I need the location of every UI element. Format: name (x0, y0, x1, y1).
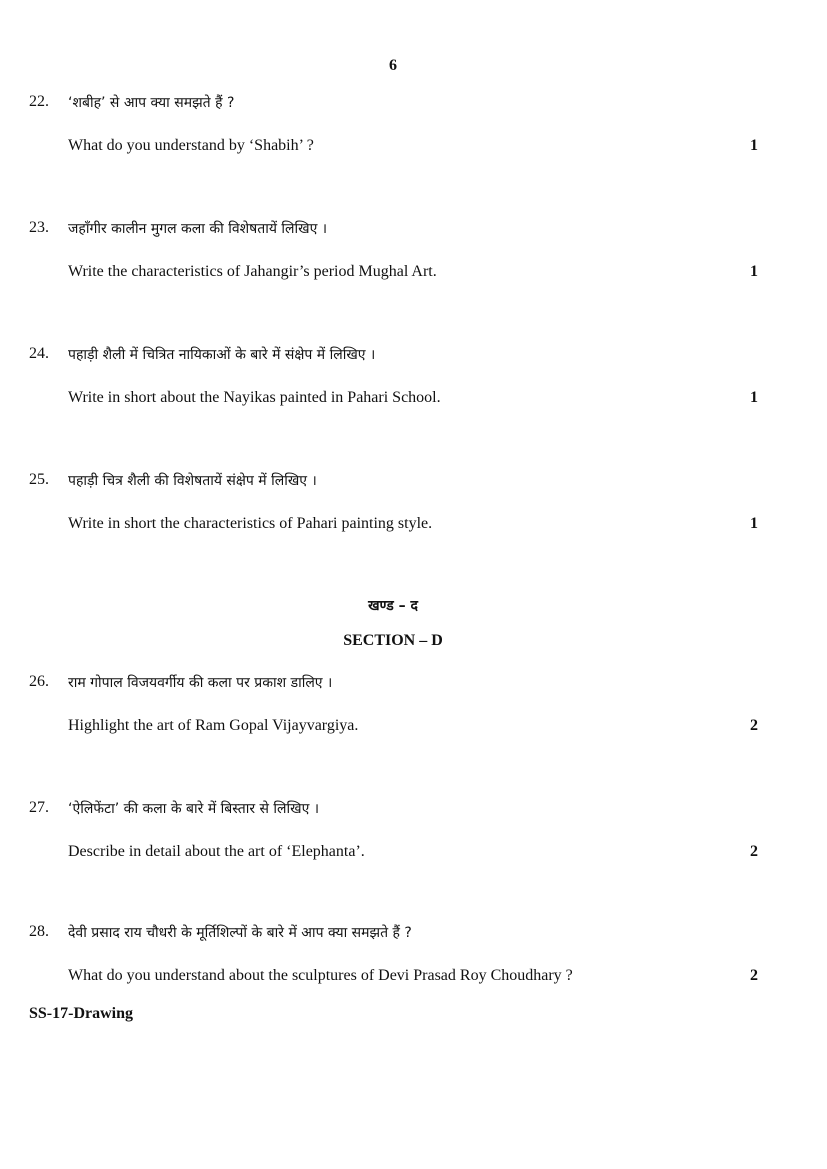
question-text-hindi: पहाड़ी चित्र शैली की विशेषतायें संक्षेप में लिखिए । (68, 473, 317, 489)
question-text-hindi: देवी प्रसाद राय चौधरी के मूर्तिशिल्पों के बारे में आप क्या समझते हैं ? (68, 925, 412, 941)
question-number: 26. (29, 673, 49, 690)
question-text-english: Write in short the characteristics of Pahari painting style. (68, 515, 433, 532)
question-marks: 1 (750, 263, 758, 280)
question-text-hindi: ‘शबीह’ से आप क्या समझते हैं ? (68, 95, 235, 111)
question-text-english: What do you understand by ‘Shabih’ ? (68, 137, 314, 154)
page-number: 6 (389, 57, 397, 74)
question-text-english: Write the characteristics of Jahangir’s period Mughal Art. (68, 263, 437, 280)
question-number: 25. (29, 471, 49, 488)
question-number: 24. (29, 345, 49, 362)
question-marks: 2 (750, 717, 758, 734)
paper-code-footer: SS-17-Drawing (29, 1005, 134, 1022)
question-marks: 1 (750, 389, 758, 406)
question-number: 27. (29, 799, 49, 816)
question-text-hindi: ‘ऐलिफेंटा’ की कला के बारे में बिस्तार से लिखिए । (68, 801, 320, 817)
question-marks: 2 (750, 843, 758, 860)
question-text-english: Write in short about the Nayikas painted in Pahari School. (68, 389, 441, 406)
question-text-hindi: राम गोपाल विजयवर्गीय की कला पर प्रकाश डालिए । (68, 675, 333, 691)
question-text-hindi: जहाँगीर कालीन मुगल कला की विशेषतायें लिखिए । (68, 221, 328, 237)
question-marks: 2 (750, 967, 758, 984)
question-text-hindi: पहाड़ी शैली में चित्रित नायिकाओं के बारे में संक्षेप में लिखिए । (68, 347, 376, 363)
question-number: 22. (29, 93, 49, 110)
question-marks: 1 (750, 515, 758, 532)
question-number: 28. (29, 923, 49, 940)
question-text-english: Describe in detail about the art of ‘Elephanta’. (68, 843, 365, 860)
question-text-english: What do you understand about the sculptures of Devi Prasad Roy Choudhary ? (68, 967, 573, 984)
question-number: 23. (29, 219, 49, 236)
question-marks: 1 (750, 137, 758, 154)
question-text-english: Highlight the art of Ram Gopal Vijayvargiya. (68, 717, 359, 734)
section-heading-hindi: खण्ड – द (368, 598, 418, 614)
section-heading-english: SECTION – D (343, 632, 443, 649)
